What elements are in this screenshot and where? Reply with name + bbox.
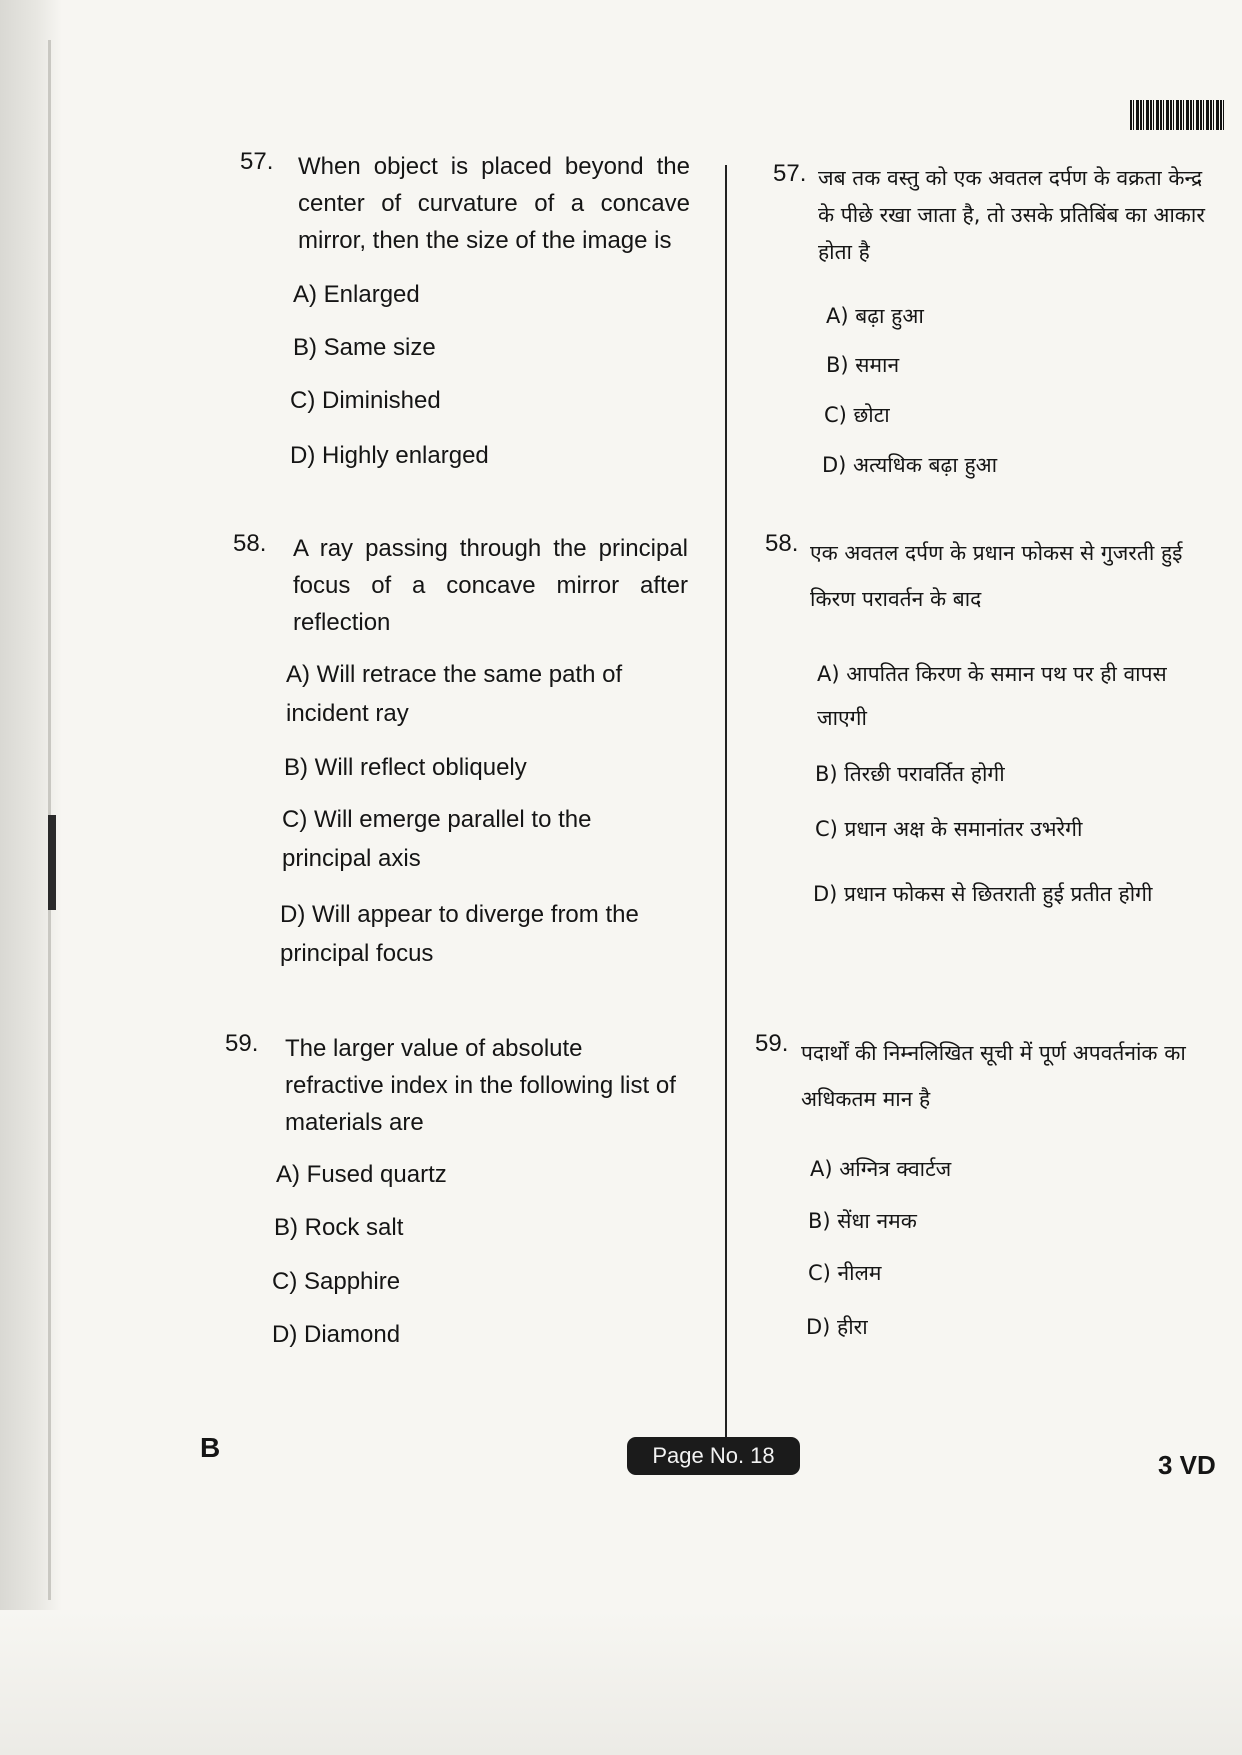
option-c: C) छोटा [824, 403, 890, 427]
question-number: 59. [755, 1030, 789, 1057]
option-b: B) सेंधा नमक [808, 1209, 917, 1233]
barcode [1130, 100, 1225, 130]
option-a: A) Will retrace the same path of incident ray [286, 661, 623, 727]
question-number: 58. [765, 530, 799, 557]
option-b: B) Will reflect obliquely [284, 754, 527, 781]
question-number: 58. [233, 530, 267, 557]
question-text: एक अवतल दर्पण के प्रधान फोकस से गुजरती हुई किरण परावर्तन के बाद [810, 541, 1183, 611]
option-b: B) Rock salt [274, 1214, 404, 1241]
option-d: D) प्रधान फोकस से छितराती हुई प्रतीत होगी [813, 882, 1153, 906]
question-text: The larger value of absolute refractive index in the following list of materials are [285, 1035, 676, 1136]
option-a: A) अग्नित्र क्वार्टज [810, 1157, 952, 1181]
question-text: A ray passing through the principal focus of a concave mirror after reflection [293, 535, 688, 636]
question-text: जब तक वस्तु को एक अवतल दर्पण के वक्रता केन्द्र के पीछे रखा जाता है, तो उसके प्रतिबिंब का आकार होता है [818, 166, 1205, 264]
option-a: A) Enlarged [293, 281, 420, 308]
margin-mark [48, 815, 56, 910]
option-d: D) Highly enlarged [290, 442, 489, 469]
question-text: पदार्थों की निम्नलिखित सूची में पूर्ण अपवर्तनांक का अधिकतम मान है [801, 1041, 1186, 1111]
bottom-margin [0, 1610, 1242, 1755]
question-57-hi [773, 160, 1223, 271]
option-a: A) आपतित किरण के समान पथ पर ही वापस जाएगी [817, 662, 1167, 730]
option-c: C) Diminished [290, 387, 441, 414]
question-set-label: B [200, 1432, 221, 1463]
paper-code: 3 VD [1158, 1450, 1216, 1480]
page-number-badge: Page No. 18 [627, 1437, 800, 1475]
option-c: C) प्रधान अक्ष के समानांतर उभरेगी [815, 817, 1083, 841]
question-number: 57. [773, 160, 807, 187]
option-d: D) Will appear to diverge from the principal focus [280, 901, 639, 967]
option-c: C) Will emerge parallel to the principal axis [282, 806, 592, 872]
question-58-en [233, 530, 688, 641]
option-c: C) Sapphire [272, 1268, 401, 1295]
question-number: 57. [240, 148, 274, 175]
option-c: C) नीलम [808, 1261, 882, 1285]
column-divider [725, 165, 727, 1450]
option-a: A) Fused quartz [276, 1161, 447, 1188]
question-number: 59. [225, 1030, 259, 1057]
option-d: D) अत्यधिक बढ़ा हुआ [822, 453, 998, 477]
option-b: B) Same size [293, 334, 436, 361]
option-d: D) हीरा [806, 1315, 868, 1339]
question-59-en [225, 1030, 685, 1141]
option-b: B) समान [826, 353, 900, 377]
question-59-hi [755, 1030, 1225, 1122]
option-b: B) तिरछी परावर्तित होगी [815, 762, 1005, 786]
option-a: A) बढ़ा हुआ [826, 304, 924, 328]
question-57-en [240, 148, 690, 259]
question-text: When object is placed beyond the center of curvature of a concave mirror, then the size of the image is [298, 153, 690, 254]
option-d: D) Diamond [272, 1321, 401, 1348]
question-58-hi [765, 530, 1225, 622]
